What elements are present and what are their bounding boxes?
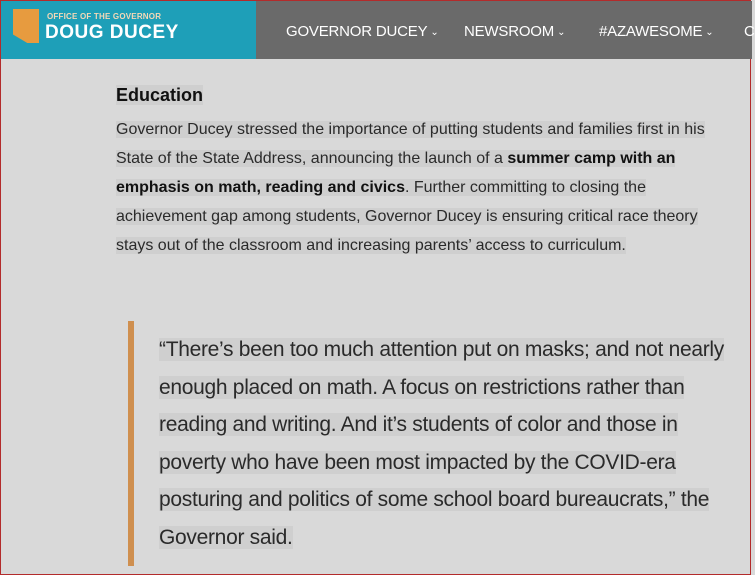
- nav-item-azawesome[interactable]: [599, 23, 713, 40]
- nav-item-truncated[interactable]: [744, 23, 755, 40]
- logo-title: DOUG DUCEY: [45, 22, 179, 43]
- top-navigation-bar: [1, 1, 755, 59]
- nav-item-label: C: [744, 23, 755, 40]
- paragraph-text-start: Governor Ducey stressed the importance of putting students and families first in his State of the State Address, announcing the launch of a: [116, 121, 705, 167]
- chevron-down-icon: ⌄: [705, 27, 714, 38]
- nav-item-label: #AZAWESOME: [599, 23, 703, 40]
- logo-subtitle: OFFICE OF THE GOVERNOR: [47, 12, 162, 21]
- nav-item-label: GOVERNOR DUCEY: [286, 23, 428, 40]
- section-heading: Education: [116, 85, 204, 105]
- blockquote-accent-bar: [128, 321, 134, 566]
- paragraph-bold-text: summer camp with an emphasis on math, reading and civics: [116, 150, 676, 196]
- nav-item-label: NEWSROOM: [464, 23, 555, 40]
- governor-quote: “There’s been too much attention put on masks; and not nearly enough placed on math. A focus on restrictions rather than reading and writing. And it’s students of color and those in poverty who have been most impacted by the COVID-era posturing and politics of some school board bureaucrats,” the Governor said.: [159, 338, 724, 549]
- chevron-down-icon: ⌄: [430, 27, 439, 38]
- paragraph-text-end: . Further committing to closing the achievement gap among students, Governor Ducey is ensuring critical race theory stays out of the classroom and increasing parents’ access to curriculum.: [116, 179, 698, 254]
- chevron-down-icon: ⌄: [557, 27, 566, 38]
- nav-item-newsroom[interactable]: [464, 23, 565, 40]
- nav-item-governor-ducey[interactable]: [286, 23, 439, 40]
- site-logo[interactable]: [1, 1, 256, 59]
- arizona-state-icon: [13, 9, 39, 43]
- education-paragraph: [116, 115, 716, 260]
